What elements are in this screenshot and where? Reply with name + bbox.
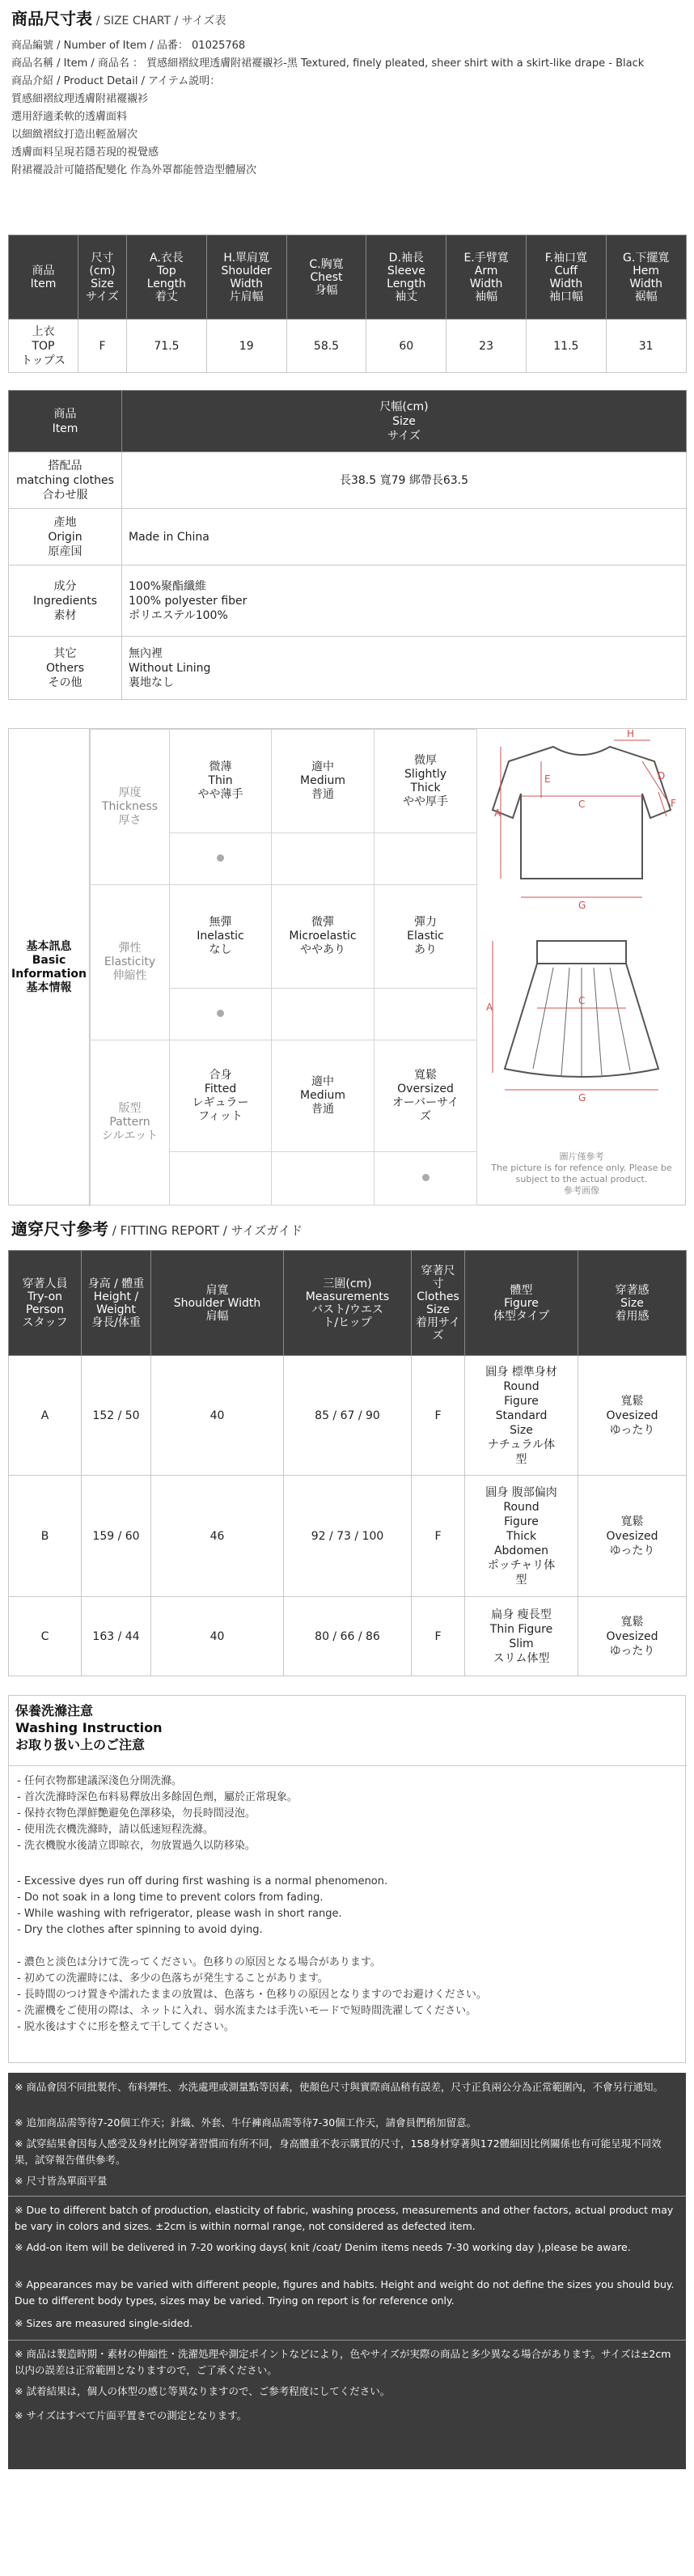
fitting-header-cell: 穿著感 Size 着用感 xyxy=(578,1251,687,1356)
fitting-header-cell: 身高 / 體重 Height / Weight 身長/体重 xyxy=(82,1251,151,1356)
size-header-cell: E.手臂寬 Arm Width 袖幅 xyxy=(446,235,527,320)
fitting-cell: 163 / 44 xyxy=(82,1597,151,1676)
size-header: 尺幅(cm) Size サイズ xyxy=(122,391,687,452)
notice-zh-2: ※ 追加商品需等待7-20個工作天；針織、外套、牛仔褲商品需等待7-30個工作天，請會員們稍加留意。 xyxy=(15,2116,477,2129)
skirt-letter-c: C xyxy=(578,995,586,1006)
fitting-cell: 159 / 60 xyxy=(82,1476,151,1597)
notice-zh-3: ※ 試穿結果會因每人感受及身材比例穿著習慣而有所不同，身高體重不表示購買的尺寸，158身材穿著與172體細因比例關係也有可能呈現不同效果，試穿報告僅供參考。 xyxy=(15,2137,662,2166)
letter-e: E xyxy=(544,773,551,785)
washing-ja: - 濃色と淡色は分けて洗ってください。色移りの原因となる場合があります。 - 初めての洗濯時には、多少の色落ちが発生することがあります。 - 長時間のつけ置きや濡れたままの放置は、色落ち・色移りの原因となりますのでお避けください。 - 洗濯機をご使用の際は、ネットに入れ、弱水流または手洗いモードで短時間洗濯してください。 - 脱水後はすぐに形を整えて干してください。 xyxy=(17,1956,487,2033)
skirt-letter-g: G xyxy=(578,1092,586,1104)
size-chart-title: 商品尺寸表 xyxy=(11,9,92,28)
measurement-diagram-svg xyxy=(476,729,687,1150)
fitting-cell: A xyxy=(9,1356,82,1476)
notice-ja-3: ※ サイズはすべて片面平置きでの測定となります。 xyxy=(15,2409,248,2421)
size-header-cell: 商品 Item xyxy=(9,235,78,320)
notice-en-4: ※ Sizes are measured single-sided. xyxy=(15,2317,193,2329)
size-table xyxy=(8,235,687,373)
fitting-cell: 寬鬆 Ovesized ゆったり xyxy=(578,1476,687,1597)
basic-info-panel xyxy=(8,728,686,1205)
table-row xyxy=(9,320,687,373)
washing-instruction-panel xyxy=(8,1695,686,2063)
info-line: 商品介紹 / Product Detail / アイテム説明： xyxy=(11,75,221,87)
fitting-cell: 圓身 腹部偏肉 Round Figure Thick Abdomen ポッチャリ体 型 xyxy=(465,1476,578,1597)
letter-d: D xyxy=(658,770,666,782)
dot-cell xyxy=(375,1152,477,1205)
dot-cell xyxy=(272,833,375,885)
row-label: 產地 Origin 原産国 xyxy=(9,509,122,566)
dot-cell xyxy=(375,833,477,885)
fitting-cell: 寬鬆 Ovesized ゆったり xyxy=(578,1597,687,1676)
notice-ja-2: ※ 試着結果は，個人の体型の感じ等異なりますので、ご参考程度にしてください。 xyxy=(15,2385,391,2397)
notice-en-3: ※ Appearances may be varied with different people, figures and habits. Height and weight do not define the sizes you should buy. Due to different body types, sizes may be varied. Trying on report is for reference only. xyxy=(15,2278,675,2307)
size-cell: 19 xyxy=(206,320,286,373)
table-row xyxy=(9,1476,687,1597)
basic-info-table xyxy=(90,729,477,1205)
info-line: 透膚面料呈現若隱若現的視覺感 xyxy=(11,146,159,159)
item-header: 商品 Item xyxy=(9,391,122,452)
row-value: Made in China xyxy=(122,509,687,566)
row-label: 搭配品 matching clothes 合わせ服 xyxy=(9,452,122,509)
row-value: 100%聚酯纖維 100% polyester fiber ポリエステル100% xyxy=(122,566,687,637)
table-row xyxy=(9,1356,687,1476)
fitting-header-cell: 肩寬 Shoulder Width 肩幅 xyxy=(151,1251,284,1356)
size-cell: F xyxy=(78,320,127,373)
fitting-cell: 85 / 67 / 90 xyxy=(284,1356,412,1476)
garment-diagram xyxy=(476,729,687,1206)
selected-dot-icon xyxy=(422,1174,430,1181)
letter-a: A xyxy=(494,807,501,819)
option-cell: 微彈 Microelastic ややあり xyxy=(272,885,375,989)
info-line: 以細緻褶紋打造出輕盈層次 xyxy=(11,129,138,141)
option-cell: 寬鬆 Oversized オーバーサイ ズ xyxy=(375,1040,477,1152)
pattern-label: 版型 Pattern シルエット xyxy=(91,1040,170,1205)
fitting-cell: 80 / 66 / 86 xyxy=(284,1597,412,1676)
selected-dot-icon xyxy=(217,1010,224,1017)
skirt-letter-a: A xyxy=(486,1002,493,1013)
dot-cell xyxy=(170,833,272,885)
size-header-cell: 尺寸 (cm) Size サイズ xyxy=(78,235,127,320)
fitting-cell: 圓身 標準身材 Round Figure Standard Size ナチュラル体 型 xyxy=(465,1356,578,1476)
info-line: 商品名稱 / Item / 商品名 ： 質感細褶紋理透膚附裙襬襯衫-黑 Textured, finely pleated, sheer shirt with a skirt-like drape - Black xyxy=(11,57,645,70)
option-cell: 無彈 Inelastic なし xyxy=(170,885,272,989)
notice-zh-1: ※ 商品會因不同批製作、布料彈性、水洗處理或測量點等因素，使顏色尺寸與實際商品稍有誤差，尺寸正負兩公分為正常範圍內，不會另行通知。 xyxy=(15,2081,663,2093)
row-value: 無內裡 Without Lining 裏地なし xyxy=(122,637,687,700)
fitting-header-cell: 體型 Figure 体型タイプ xyxy=(465,1251,578,1356)
size-header-cell: F.袖口寬 Cuff Width 袖口幅 xyxy=(526,235,606,320)
dot-cell xyxy=(170,1152,272,1205)
fitting-header xyxy=(11,1220,303,1239)
detail-table xyxy=(8,390,687,700)
option-cell: 合身 Fitted レギュラー フィット xyxy=(170,1040,272,1152)
table-row xyxy=(9,452,687,509)
row-label: 成分 Ingredients 素材 xyxy=(9,566,122,637)
fitting-header-cell: 穿著人員 Try-on Person スタッフ xyxy=(9,1251,82,1356)
option-cell: 微厚 Slightly Thick やや厚手 xyxy=(375,730,477,833)
fitting-header-cell: 穿著尺 寸 Clothes Size 着用サイ ズ xyxy=(412,1251,465,1356)
size-chart-header xyxy=(11,10,226,30)
info-line: 附裙襬設計可隨搭配變化 作為外罩都能營造型體層次 xyxy=(11,164,257,176)
fitting-cell: F xyxy=(412,1356,465,1476)
notice-zh-4: ※ 尺寸皆為單面平量 xyxy=(15,2175,108,2187)
basic-info-label: 基本訊息 Basic Information 基本情報 xyxy=(9,729,90,1206)
washing-en: - Excessive dyes run off during first washing is a normal phenomenon. - Do not soak in a long time to prevent colors from fading. - While washing with refrigerator, please wash in short range. - Dry the clothes after spinning to avoid dying. xyxy=(17,1875,388,1936)
letter-h: H xyxy=(627,729,635,739)
fitting-cell: B xyxy=(9,1476,82,1597)
size-header-cell: D.袖長 Sleeve Length 袖丈 xyxy=(366,235,446,320)
fitting-cell: 寬鬆 Ovesized ゆったり xyxy=(578,1356,687,1476)
size-cell: 60 xyxy=(366,320,446,373)
fitting-subtitle: / FITTING REPORT / サイズガイド xyxy=(112,1223,303,1238)
fitting-cell: F xyxy=(412,1597,465,1676)
size-chart-subtitle: / SIZE CHART / サイズ表 xyxy=(95,15,226,28)
fitting-table xyxy=(8,1250,687,1676)
table-row xyxy=(9,509,687,566)
table-row xyxy=(9,566,687,637)
top-diagram xyxy=(493,747,671,879)
row-label: 其它 Others その他 xyxy=(9,637,122,700)
info-line: 商品編號 / Number of Item / 品番： 01025768 xyxy=(11,40,246,52)
fitting-cell: C xyxy=(9,1597,82,1676)
option-cell: 適中 Medium 普通 xyxy=(272,730,375,833)
size-header-cell: C.胸寬 Chest 身幅 xyxy=(286,235,366,320)
fitting-cell: 152 / 50 xyxy=(82,1356,151,1476)
divider xyxy=(8,2340,686,2341)
notice-en-2: ※ Add-on item will be delivered in 7-20 working days( knit /coat/ Denim items needs 7-30 working day ),please be aware. xyxy=(15,2241,631,2253)
product-info xyxy=(11,37,683,180)
dot-cell xyxy=(272,1152,375,1205)
thickness-label: 厚度 Thickness 厚さ xyxy=(91,730,170,885)
option-cell: 適中 Medium 普通 xyxy=(272,1040,375,1152)
row-value: 長38.5 寬79 綁帶長63.5 xyxy=(122,452,687,509)
info-line: 質感細褶紋理透膚附裙襬襯衫 xyxy=(11,93,149,105)
fitting-cell: 扁身 瘦長型 Thin Figure Slim スリム体型 xyxy=(465,1597,578,1676)
letter-f: F xyxy=(671,798,676,809)
divider xyxy=(8,2196,686,2197)
size-cell: 71.5 xyxy=(127,320,207,373)
option-cell: 彈力 Elastic あり xyxy=(375,885,477,989)
dot-cell xyxy=(170,989,272,1040)
table-row xyxy=(9,637,687,700)
letter-g: G xyxy=(578,900,586,911)
fitting-cell: 40 xyxy=(151,1597,284,1676)
letter-c: C xyxy=(578,799,586,810)
elasticity-label: 彈性 Elasticity 伸縮性 xyxy=(91,885,170,1040)
size-cell: 58.5 xyxy=(286,320,366,373)
dot-cell xyxy=(272,989,375,1040)
size-cell: 31 xyxy=(606,320,686,373)
table-row xyxy=(9,1597,687,1676)
fitting-cell: 40 xyxy=(151,1356,284,1476)
size-header-cell: G.下擺寬 Hem Width 裾幅 xyxy=(606,235,686,320)
dot-cell xyxy=(375,989,477,1040)
divider xyxy=(9,1765,687,1766)
size-header-cell: A.衣長 Top Length 着丈 xyxy=(127,235,207,320)
size-cell: 23 xyxy=(446,320,527,373)
info-line: 選用舒適柔軟的透膚面料 xyxy=(11,111,128,123)
fitting-header-cell: 三圍(cm) Measurements バスト/ウエス ト/ヒップ xyxy=(284,1251,412,1356)
washing-title: 保養洗滌注意 Washing Instruction お取り扱い上のご注意 xyxy=(15,1703,163,1752)
size-header-cell: H.單肩寬 Shoulder Width 片肩幅 xyxy=(206,235,286,320)
fitting-title: 適穿尺寸參考 xyxy=(11,1219,108,1239)
washing-zh: - 任何衣物都建議深淺色分開洗滌。 - 首次洗滌時深色布料易釋放出多餘固色劑，屬於正常現象。 - 保持衣物色澤鮮艷避免色澤移染，勿長時間浸泡。 - 使用洗衣機洗滌時，請以低速短程洗滌。 - 洗衣機脫水後請立即晾衣，勿放置過久以防移染。 xyxy=(17,1775,298,1852)
fitting-cell: 46 xyxy=(151,1476,284,1597)
fitting-cell: F xyxy=(412,1476,465,1597)
option-cell: 微薄 Thin やや薄手 xyxy=(170,730,272,833)
selected-dot-icon xyxy=(217,854,224,862)
fitting-cell: 92 / 73 / 100 xyxy=(284,1476,412,1597)
notice-ja-1: ※ 商品は製造時期・素材の伸縮性・洗濯処理や測定ポイントなどにより，色やサイズが実際の商品と多少異なる場合があります。サイズは±2cm以内の誤差は正常範囲となりますので，ご了承ください。 xyxy=(15,2348,671,2376)
size-cell: 11.5 xyxy=(526,320,606,373)
notice-en-1: ※ Due to different batch of production, elasticity of fabric, washing process, measurements and other factors, actual product may be vary in colors and sizes. ±2cm is within normal range, not considered as defected item. xyxy=(15,2204,674,2232)
notice-panel xyxy=(8,2073,686,2469)
diagram-note: 圖片僅參考 The picture is for refence only. Please be subject to the actual product. 參考画像 xyxy=(491,1151,672,1196)
size-cell: 上衣 TOP トップス xyxy=(9,320,78,373)
